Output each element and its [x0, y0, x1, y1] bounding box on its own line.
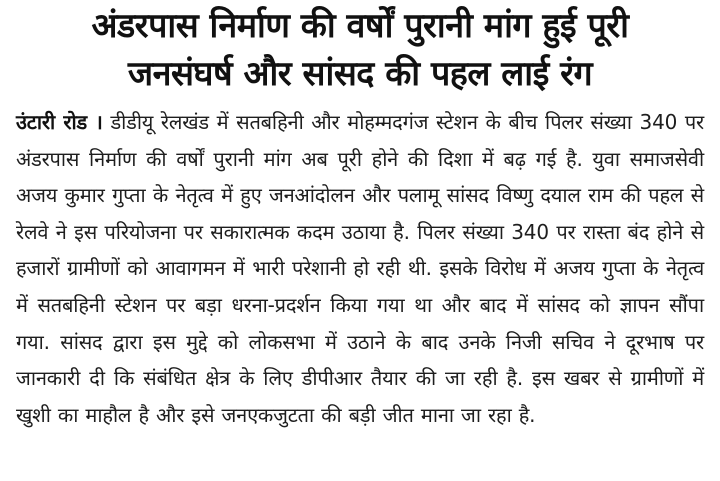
article-body: [16, 104, 704, 433]
dateline: उंटारी रोड ।: [16, 110, 103, 134]
headline-line-2: जनसंघर्ष और सांसद की पहल लाई रंग: [127, 54, 593, 94]
headline: [16, 2, 704, 98]
article-body-text: डीडीयू रेलखंड में सतबहिनी और मोहम्मदगंज स्टेशन के बीच पिलर संख्या 340 पर अंडरपास निर्माण की वर्षों पुरानी मांग अब पूरी होने की दिशा में बढ़ गई है. युवा समाजसेवी अजय कुमार गुप्ता के नेतृत्व में हुए जनआंदोलन और पलामू सांसद विष्णु दयाल राम की पहल से रेलवे ने इस परियोजना पर सकारात्मक कदम उठाया है. पिलर संख्या 340 पर रास्ता बंद होने से हजारों ग्रामीणों को आवागमन में भारी परेशानी हो रही थी. इसके विरोध में अजय गुप्ता के नेतृत्व में सतबहिनी स्टेशन पर बड़ा धरना-प्रदर्शन किया गया था और बाद में सांसद को ज्ञापन सौंपा गया. सांसद द्वारा इस मुद्दे को लोकसभा में उठाने के बाद उनके निजी सचिव ने दूरभाष पर जानकारी दी कि संबंधित क्षेत्र के लिए डीपीआर तैयार की जा रही है. इस खबर से ग्रामीणों में खुशी का माहौल है और इसे जनएकजुटता की बड़ी जीत माना जा रहा है.: [16, 110, 705, 427]
headline-line-1: अंडरपास निर्माण की वर्षों पुरानी मांग हुई पूरी: [91, 6, 629, 46]
